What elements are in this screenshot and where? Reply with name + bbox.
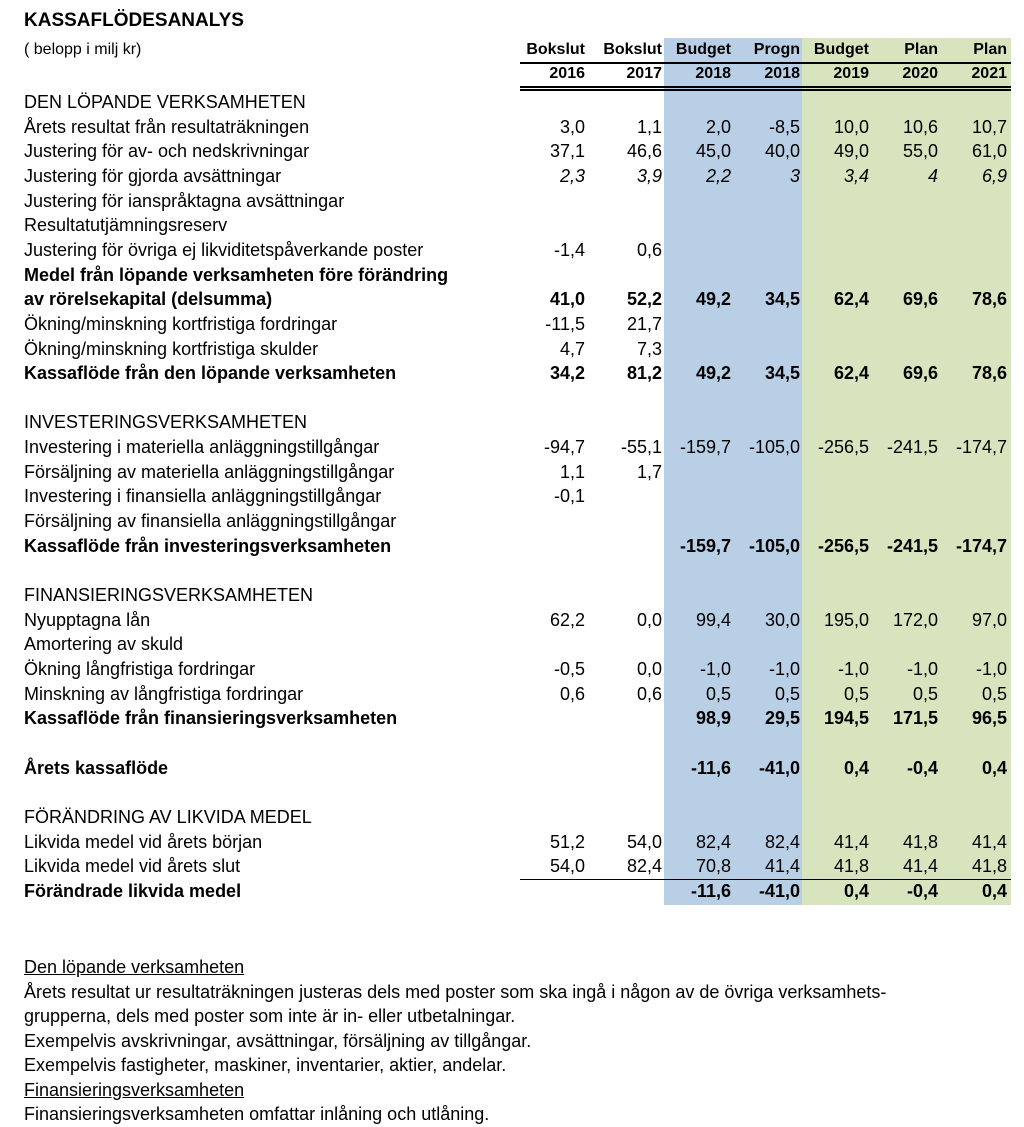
cell-value: -105,0 [748,535,800,556]
row-label: Förändrade likvida medel [24,880,242,901]
cell-value: -1,0 [768,658,800,679]
note-text: Exempelvis fastigheter, maskiner, inventarier, aktier, andelar. [24,1055,507,1075]
table-row [0,189,1024,214]
cell-value: -0,1 [553,486,585,507]
cell-value: 49,0 [833,141,869,162]
cell-value: 49,2 [695,289,731,310]
cell-value: 4,7 [559,338,585,359]
row-label: Minskning av långfristiga fordringar [24,683,304,704]
header-rule-bottom-1 [520,86,1011,88]
cell-value: -11,6 [690,757,731,778]
table-row [0,312,1024,337]
column-year-2: 2018 [695,65,731,82]
cell-value: 52,2 [626,289,662,310]
table-row [0,830,1024,855]
row-label: INVESTERINGSVERKSAMHETEN [24,412,308,433]
table-row [0,361,1024,386]
row-label: Nyupptagna lån [24,609,151,630]
page-title: KASSAFLÖDESANALYS [24,10,244,31]
cell-value: -256,5 [817,535,869,556]
row-label: Försäljning av materiella anläggningstillgångar [24,461,395,482]
cell-value: 82,4 [695,831,731,852]
cell-value: -241,5 [886,437,938,458]
table-row [0,879,1024,904]
row-label: Likvida medel vid årets slut [24,856,241,877]
note-text: grupperna, dels med poster som inte är in- eller utbetalningar. [24,1006,516,1026]
row-label: Justering för ianspråktagna avsättningar [24,190,345,211]
cell-value: 81,2 [626,363,662,384]
table-row [0,337,1024,362]
cell-value: 6,9 [981,165,1007,186]
cell-value: 97,0 [971,609,1007,630]
column-type-3: Progn [753,41,800,58]
cell-value: -159,7 [679,535,731,556]
cell-value: -105,0 [748,437,800,458]
cell-value: 2,0 [705,116,731,137]
table-row [0,139,1024,164]
cell-value: 55,0 [902,141,938,162]
column-type-6: Plan [973,41,1007,58]
cell-value: 54,0 [626,831,662,852]
cell-value: 29,5 [764,708,800,729]
table-row [0,435,1024,460]
cell-value: 62,2 [549,609,585,630]
column-year-6: 2021 [971,65,1007,82]
cell-value: 10,0 [833,116,869,137]
row-label: FÖRÄNDRING AV LIKVIDA MEDEL [24,806,312,827]
row-label: Resultatutjämningsreserv [24,215,228,236]
cell-value: 10,7 [971,116,1007,137]
cell-value: 0,4 [981,880,1007,901]
cell-value: 4 [927,165,938,186]
cell-value: 194,5 [823,708,869,729]
note-text: Årets resultat ur resultaträkningen justeras dels med poster som ska ingå i någon av de övriga verksamhets- [24,981,887,1002]
row-label: Justering för av- och nedskrivningar [24,141,310,162]
cell-value: 1,1 [559,461,585,482]
table-row [0,756,1024,781]
row-label: Ökning/minskning kortfristiga fordringar [24,313,338,334]
cell-value: 41,8 [971,856,1007,877]
row-label: Justering för gjorda avsättningar [24,165,282,186]
cell-value: 70,8 [695,856,731,877]
row-label: av rörelsekapital (delsumma) [24,289,273,310]
table-row [0,460,1024,485]
header-rule-top [520,62,1011,64]
row-label: Ökning/minskning kortfristiga skulder [24,338,319,359]
cell-value: 171,5 [892,708,938,729]
cell-value: -94,7 [543,437,585,458]
column-year-3: 2018 [764,65,800,82]
cell-value: 78,6 [971,289,1007,310]
note-heading: Den löpande verksamheten [24,957,245,977]
cell-value: 0,4 [843,880,869,901]
row-label: Kassaflöde från investeringsverksamheten [24,535,392,556]
row-label: Kassaflöde från den löpande verksamheten [24,363,397,384]
column-year-4: 2019 [833,65,869,82]
cell-value: 40,0 [764,141,800,162]
section-header [0,410,1024,435]
cell-value: 41,8 [833,856,869,877]
cell-value: 54,0 [549,856,585,877]
table-row [0,780,1024,805]
cell-value: 69,6 [902,363,938,384]
row-label: Investering i materiella anläggningstillgångar [24,437,380,458]
table-row [0,164,1024,189]
cell-value: 195,0 [823,609,869,630]
cell-value: 49,2 [695,363,731,384]
cell-value: -0,4 [906,757,938,778]
section-header [0,583,1024,608]
cell-value: -1,0 [906,658,938,679]
cell-value: -11,5 [545,313,585,334]
cell-value: -1,0 [975,658,1007,679]
table-row [0,657,1024,682]
column-type-4: Budget [813,41,869,58]
cell-value: 3 [789,165,800,186]
cell-value: 0,5 [843,683,869,704]
section-header [0,805,1024,830]
cell-value: 2,2 [705,165,731,186]
cell-value: -241,5 [886,535,938,556]
cell-value: -55,1 [620,437,662,458]
cell-value: 41,4 [764,856,800,877]
cell-value: 0,4 [843,757,869,778]
note-text: Finansieringsverksamheten omfattar inlåning och utlåning. [24,1104,490,1124]
row-label: FINANSIERINGSVERKSAMHETEN [24,585,314,605]
cell-value: 0,6 [636,683,662,704]
cell-value: -41,0 [758,757,800,778]
cell-value: 0,5 [912,683,938,704]
cell-value: 98,9 [695,708,731,729]
table-row [0,509,1024,534]
row-label: Årets resultat från resultaträkningen [24,116,310,137]
table-row [0,263,1024,288]
cell-value: -256,5 [817,437,869,458]
column-type-2: Budget [675,41,731,58]
cell-value: 0,5 [981,683,1007,704]
cell-value: -1,0 [837,658,869,679]
column-year-1: 2017 [626,65,662,82]
table-row [0,238,1024,263]
row-label: Likvida medel vid årets början [24,831,263,852]
cell-value: 1,7 [636,461,662,482]
cell-value: 51,2 [549,831,585,852]
cell-value: 82,4 [764,831,800,852]
cell-value: 7,3 [636,338,662,359]
table-row [0,287,1024,312]
cell-value: 0,4 [981,757,1007,778]
column-year-0: 2016 [549,65,585,82]
cell-value: 3,9 [636,165,662,186]
cell-value: 69,6 [902,289,938,310]
cell-value: 78,6 [971,363,1007,384]
unit-note: ( belopp i milj kr) [24,41,142,58]
row-label: Medel från löpande verksamheten före förändring [24,264,449,285]
row-label: Investering i finansiella anläggningstillgångar [24,486,382,507]
cell-value: -174,7 [955,437,1007,458]
total-rule [520,879,1011,880]
table-row [0,484,1024,509]
table-row [0,213,1024,238]
row-label: DEN LÖPANDE VERKSAMHETEN [24,92,306,112]
cell-value: 0,0 [636,609,662,630]
cell-value: 30,0 [764,609,800,630]
cell-value: 1,1 [636,116,662,137]
cell-value: 0,6 [636,239,662,260]
cell-value: 2,3 [559,165,585,186]
row-label: Ökning långfristiga fordringar [24,658,256,679]
cell-value: 61,0 [971,141,1007,162]
table-row [0,706,1024,731]
cell-value: 34,2 [549,363,585,384]
cell-value: 0,5 [705,683,731,704]
cell-value: 82,4 [626,856,662,877]
cell-value: -8,5 [768,116,800,137]
table-row [0,115,1024,140]
cell-value: 0,6 [559,683,585,704]
cell-value: 34,5 [764,289,800,310]
note-text: Exempelvis avskrivningar, avsättningar, försäljning av tillgångar. [24,1030,532,1051]
section-header [0,90,1024,115]
row-label: Årets kassaflöde [24,757,169,778]
column-type-1: Bokslut [603,41,662,58]
cell-value: 62,4 [833,289,869,310]
cell-value: 34,5 [764,363,800,384]
table-row [0,632,1024,657]
cell-value: 3,4 [843,165,869,186]
cell-value: 99,4 [695,609,731,630]
cell-value: -11,6 [690,880,731,901]
table-row [0,558,1024,583]
cell-value: -1,0 [699,658,731,679]
row-label: Försäljning av finansiella anläggningstillgångar [24,511,397,532]
cell-value: 37,1 [549,141,585,162]
cell-value: 46,6 [626,141,662,162]
cell-value: -174,7 [955,535,1007,556]
cell-value: 172,0 [892,609,938,630]
table-row [0,534,1024,559]
row-label: Kassaflöde från finansieringsverksamheten [24,708,398,729]
cell-value: 0,5 [774,683,800,704]
cell-value: -0,4 [906,880,938,901]
row-label: Amortering av skuld [24,634,184,655]
cell-value: 41,4 [833,831,869,852]
cell-value: 3,0 [559,116,585,137]
cell-value: 0,0 [636,658,662,679]
table-row [0,682,1024,707]
cell-value: 62,4 [833,363,869,384]
cell-value: 41,0 [549,289,585,310]
row-label: Justering för övriga ej likviditetspåverkande poster [24,239,424,260]
cell-value: 10,6 [902,116,938,137]
cell-value: -0,5 [553,658,585,679]
note-heading: Finansieringsverksamheten [24,1079,245,1100]
cell-value: 41,8 [902,831,938,852]
table-row [0,731,1024,756]
cell-value: 41,4 [971,831,1007,852]
column-type-0: Bokslut [526,41,585,58]
cell-value: 96,5 [971,708,1007,729]
cell-value: -159,7 [679,437,731,458]
table-row [0,854,1024,879]
cell-value: 21,7 [626,313,662,334]
cell-value: -41,0 [758,880,800,901]
cell-value: 41,4 [902,856,938,877]
table-row [0,386,1024,411]
cell-value: -1,4 [553,239,585,260]
column-type-5: Plan [904,41,938,58]
cell-value: 45,0 [695,141,731,162]
table-row [0,608,1024,633]
column-year-5: 2020 [902,65,938,82]
